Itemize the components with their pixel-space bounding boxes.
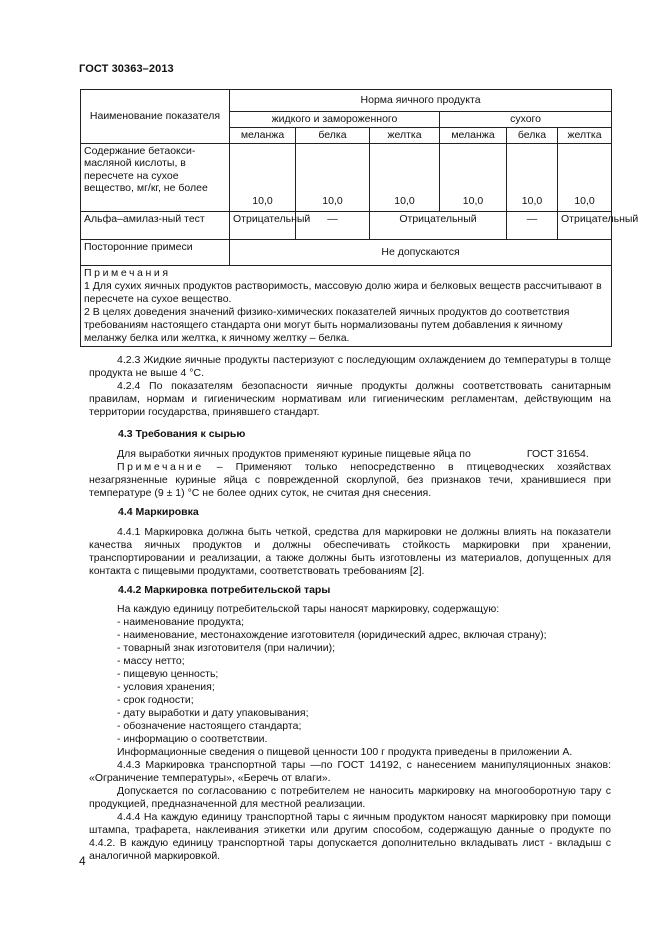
list-item: - условия хранения; — [117, 681, 215, 693]
paragraph-4-3-note — [89, 461, 611, 500]
notes-title: Примечания — [84, 266, 171, 279]
subcol-header: белка — [507, 128, 558, 144]
subcol-header: меланжа — [440, 128, 507, 144]
paragraph-4-3-text: Для выработки яичных продуктов применяют куриные пищевые яйца по — [117, 448, 471, 460]
page-number: 4 — [79, 854, 86, 868]
table-cell: Отрицательный — [370, 211, 507, 239]
table-cell: 10,0 — [370, 143, 440, 211]
section-4-2 — [89, 354, 611, 419]
table-cell: 10,0 — [296, 143, 370, 211]
row-name-amylase: Альфа–амилаз-ный тест — [81, 211, 230, 239]
note-1: 1 Для сухих яичных продуктов растворимость, массовую долю жира и белковых веществ рассчитывают в пересчете на сухое вещество. — [84, 279, 602, 305]
table-cell: 10,0 — [440, 143, 507, 211]
table-cell: Не допускаются — [230, 239, 612, 265]
paragraph-allowed: Допускается по согласованию с потребителем не наносить маркировку на многооборотную тару с продукцией, предназначенной для местной реализации. — [89, 785, 611, 810]
paragraph-nutrition-info: Информационные сведения о пищевой ценности 100 г продукта приведены в приложении А. — [117, 746, 573, 758]
indicator-column-header: Наименование показателя — [81, 90, 230, 144]
table-cell: 10,0 — [558, 143, 612, 211]
table-cell: Отрицательный — [230, 211, 296, 239]
subcol-header: желтка — [370, 128, 440, 144]
norm-header: Норма яичного продукта — [230, 90, 612, 112]
paragraph-4-4-2-intro: На каждую единицу потребительской тары наносят маркировку, содержащую: — [117, 603, 500, 615]
section-4-4-1 — [89, 526, 611, 578]
paragraph-4-4-3: 4.4.3 Маркировка транспортной тары —по ГОСТ 14192, с нанесением манипуляционных знаков: «Ограничение температуры», «Беречь от влаги». — [89, 759, 611, 784]
paragraph-4-4-1: 4.4.1 Маркировка должна быть четкой, средства для маркировки не должны влиять на показатели качества яичных продуктов и должны обеспечивать стойкость маркировки при хранении, транспортировании и реализации, а также должны быть изготовлены из материалов, допущенных для контакта с пищевыми продуктами, соответствовать требованиям [2]. — [89, 526, 611, 577]
row-name-impurities: Посторонние примеси — [81, 239, 230, 265]
note-text: – Применяют только непосредственно в птицеводческих хозяйствах незагрязненные куриные яйца с поврежденной скорлупой, без признаков течи, хранившиеся при температуре (9 ± 1) °C не более одних суток, не считая дня снесения. — [89, 461, 611, 499]
list-item: - массу нетто; — [117, 655, 185, 667]
table-cell: Отрицательный — [558, 211, 612, 239]
subcol-header: меланжа — [230, 128, 296, 144]
list-item: - информацию о соответствии. — [117, 733, 268, 745]
list-item: - срок годности; — [117, 694, 194, 706]
list-item: - пищевую ценность; — [117, 668, 219, 680]
list-item: - наименование продукта; — [117, 616, 245, 628]
group-liquid-header: жидкого и замороженного — [230, 112, 440, 128]
paragraph-4-2-4: 4.2.4 По показателям безопасности яичные продукты должны соответствовать санитарным правилам, нормам и гигиеническим нормативам или гигиеническим регламентам, действующим на территории государства, принявшего стандарт. — [89, 380, 611, 418]
table-notes — [81, 265, 612, 346]
table-cell: 10,0 — [507, 143, 558, 211]
heading-4-4: 4.4 Маркировка — [118, 506, 199, 518]
paragraph-4-2-3: 4.2.3 Жидкие яичные продукты пастеризуют с последующим охлаждением до температуры в толще продукта не выше 4 °C. — [89, 354, 611, 379]
list-item: - обозначение настоящего стандарта; — [117, 720, 302, 732]
list-item: - дату выработки и дату упаковывания; — [117, 707, 309, 719]
paragraph-4-4-4: 4.4.4 На каждую единицу транспортной тары с яичным продуктом наносят маркировку при помощи штампа, трафарета, наклеивания этикетки или другим способом, содержащую данные о продукте по 4.4.2. В каждую единицу транспортной тары допускается дополнительно вкладывать лист - вкладыш с аналогичной маркировкой. — [89, 811, 611, 862]
paragraph-4-3 — [89, 448, 611, 461]
note-label: Примечание — [117, 461, 204, 473]
heading-4-3: 4.3 Требования к сырью — [118, 428, 246, 440]
list-item: - товарный знак изготовителя (при наличии); — [117, 642, 335, 654]
subcol-header: белка — [296, 128, 370, 144]
gost-reference: ГОСТ 31654. — [526, 448, 589, 460]
row-name-acid: Содержание бетаокси-масляной кислоты, в пересчете на сухое вещество, мг/кг, не более — [81, 143, 230, 211]
note-2: 2 В целях доведения значений физико-химических показателей яичных продуктов до соответствия требованиям настоящего стандарта они могут быть нормализованы путем добавления к яичному меланжу белка или желтка, к яичному желтку – белка. — [84, 305, 570, 344]
subcol-header: желтка — [558, 128, 612, 144]
section-4-4-2 — [89, 603, 611, 863]
section-4-3 — [89, 448, 611, 500]
norms-table — [80, 89, 639, 347]
heading-4-4-2: 4.4.2 Маркировка потребительской тары — [118, 584, 331, 596]
document-header: ГОСТ 30363–2013 — [79, 63, 174, 75]
table-cell: 10,0 — [230, 143, 296, 211]
list-item: - наименование, местонахождение изготовителя (юридический адрес, включая страну); — [117, 629, 547, 641]
table-cell: — — [507, 211, 558, 239]
table-cell: — — [296, 211, 370, 239]
group-dry-header: сухого — [440, 112, 612, 128]
